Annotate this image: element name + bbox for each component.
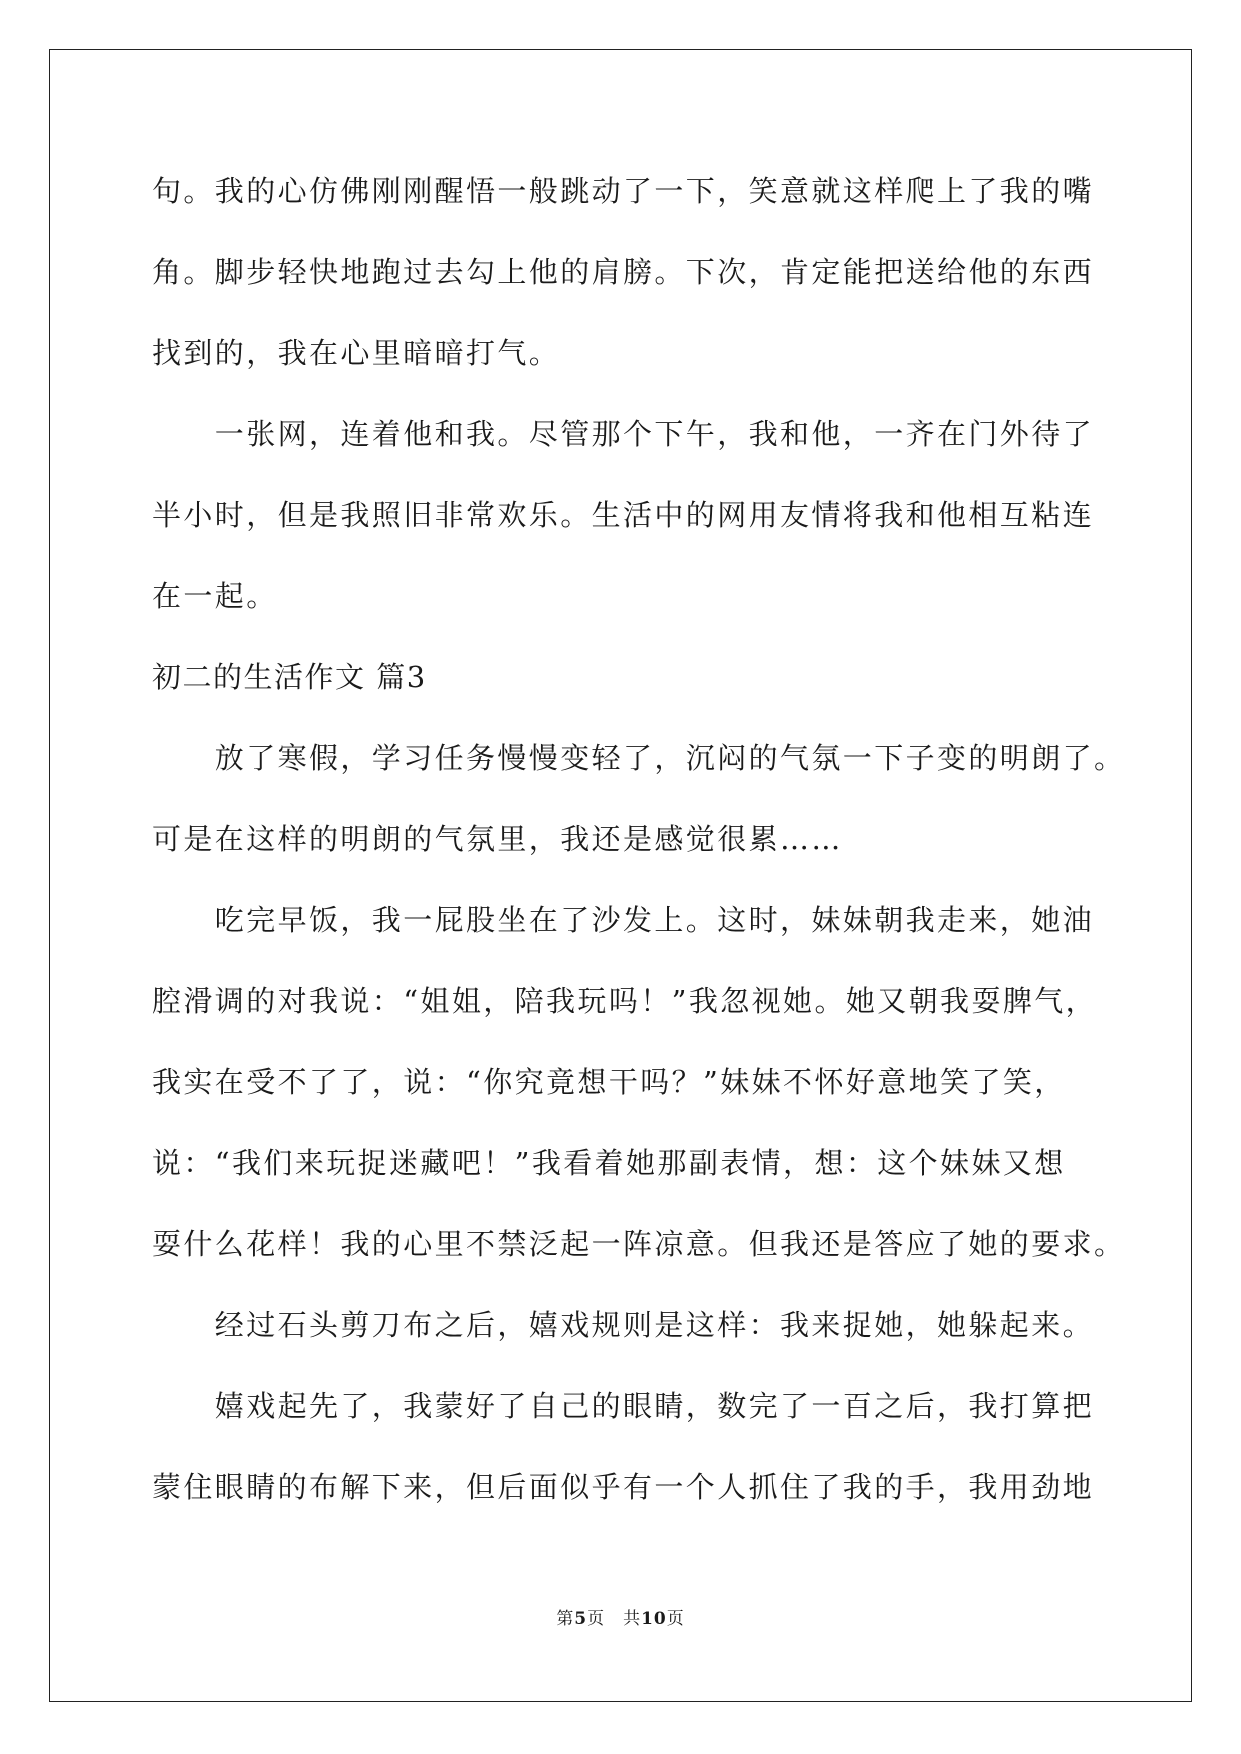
text-line: 角。脚步轻快地跑过去勾上他的肩膀。下次，肯定能把送给他的东西 <box>152 255 1095 289</box>
text-line: 嬉戏起先了，我蒙好了自己的眼睛，数完了一百之后，我打算把 <box>152 1389 1095 1423</box>
text-line: 说：“我们来玩捉迷藏吧！”我看着她那副表情，想：这个妹妹又想 <box>152 1146 1066 1180</box>
text-line: 半小时，但是我照旧非常欢乐。生活中的网用友情将我和他相互粘连 <box>152 498 1095 532</box>
footer-page-number: 5 <box>574 1609 588 1629</box>
section-heading: 初二的生活作文 篇3 <box>152 660 427 694</box>
text-line: 腔滑调的对我说：“姐姐，陪我玩吗！”我忽视她。她又朝我耍脾气， <box>152 984 1098 1018</box>
footer-prefix: 第 <box>556 1609 575 1629</box>
footer-total-suffix: 页 <box>666 1609 685 1629</box>
page-footer <box>0 1604 1241 1629</box>
text-line: 一张网，连着他和我。尽管那个下午，我和他，一齐在门外待了 <box>152 417 1095 451</box>
text-line: 我实在受不了了，说：“你究竟想干吗？”妹妹不怀好意地笑了笑， <box>152 1065 1066 1099</box>
footer-page-suffix: 页 <box>587 1609 606 1629</box>
text-line: 蒙住眼睛的布解下来，但后面似乎有一个人抓住了我的手，我用劲地 <box>152 1470 1095 1504</box>
text-line: 放了寒假，学习任务慢慢变轻了，沉闷的气氛一下子变的明朗了。 <box>152 741 1126 775</box>
text-line: 找到的，我在心里暗暗打气。 <box>152 336 561 370</box>
text-line: 耍什么花样！我的心里不禁泛起一阵凉意。但我还是答应了她的要求。 <box>152 1227 1126 1261</box>
text-line: 在一起。 <box>152 579 278 613</box>
text-line: 吃完早饭，我一屁股坐在了沙发上。这时，妹妹朝我走来，她油 <box>152 903 1095 937</box>
document-body <box>152 155 1126 1532</box>
text-line: 句。我的心仿佛刚刚醒悟一般跳动了一下，笑意就这样爬上了我的嘴 <box>152 174 1095 208</box>
footer-total-pages: 10 <box>641 1609 667 1629</box>
text-line: 经过石头剪刀布之后，嬉戏规则是这样：我来捉她，她躲起来。 <box>152 1308 1095 1342</box>
footer-total-prefix: 共 <box>623 1609 642 1629</box>
text-line: 可是在这样的明朗的气氛里，我还是感觉很累…… <box>152 822 843 856</box>
